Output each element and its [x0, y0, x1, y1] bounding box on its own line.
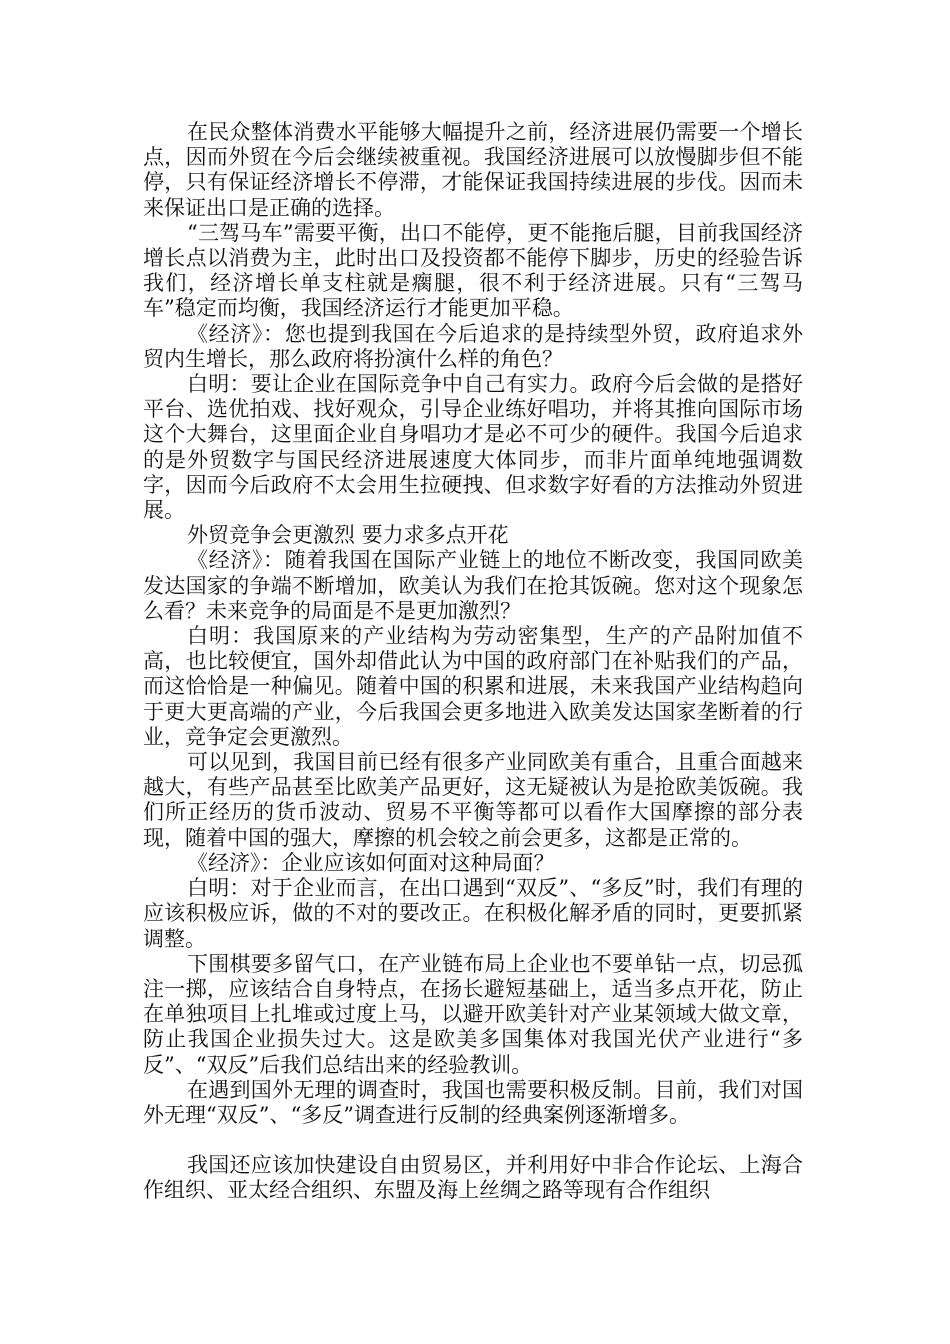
paragraph: 《经济》：随着我国在国际产业链上的地位不断改变，我国同欧美发达国家的争端不断增加，欧美认为我们在抢其饭碗。您对这个现象怎么看？未来竞争的局面是不是更加激烈？	[143, 548, 803, 623]
paragraph: 我国还应该加快建设自由贸易区，并利用好中非合作论坛、上海合作组织、亚太经合组织、东盟及海上丝绸之路等现有合作组织	[143, 1153, 803, 1203]
paragraph: 在民众整体消费水平能够大幅提升之前，经济进展仍需要一个增长点，因而外贸在今后会继续被重视。我国经济进展可以放慢脚步但不能停，只有保证经济增长不停滞，才能保证我国持续进展的步伐。因而未来保证出口是正确的选择。	[143, 120, 803, 220]
section-heading: 外贸竞争会更激烈 要力求多点开花	[187, 523, 509, 548]
paragraph: 白明：对于企业而言，在出口遇到“双反”、“多反”时，我们有理的应该积极应诉，做的不对的要改正。在积极化解矛盾的同时，更要抓紧调整。	[143, 876, 803, 951]
paragraph: 《经济》：您也提到我国在今后追求的是持续型外贸，政府追求外贸内生增长，那么政府将扮演什么样的角色？	[143, 321, 803, 371]
document-body	[143, 120, 803, 1204]
paragraph: 《经济》：企业应该如何面对这种局面？	[187, 850, 555, 875]
paragraph-spacer	[143, 1128, 803, 1153]
paragraph: 白明：要让企业在国际竞争中自己有实力。政府今后会做的是搭好平台、选优拍戏、找好观众，引导企业练好唱功，并将其推向国际市场这个大舞台，这里面企业自身唱功才是必不可少的硬件。我国今后追求的是外贸数字与国民经济进展速度大体同步，而非片面单纯地强调数字，因而今后政府不太会用生拉硬拽、但求数字好看的方法推动外贸进展。	[143, 372, 803, 523]
paragraph: “三驾马车”需要平衡，出口不能停，更不能拖后腿，目前我国经济增长点以消费为主，此时出口及投资都不能停下脚步，历史的经验告诉我们，经济增长单支柱就是瘸腿，很不利于经济进展。只有“三驾马车”稳定而均衡，我国经济运行才能更加平稳。	[143, 220, 803, 321]
paragraph: 白明：我国原来的产业结构为劳动密集型，生产的产品附加值不高，也比较便宜，国外却借此认为中国的政府部门在补贴我们的产品，而这恰恰是一种偏见。随着中国的积累和进展，未来我国产业结构趋向于更大更高端的产业，今后我国会更多地进入欧美发达国家垄断着的行业，竞争定会更激烈。	[143, 624, 803, 749]
paragraph: 可以见到，我国目前已经有很多产业同欧美有重合，且重合面越来越大，有些产品甚至比欧美产品更好，这无疑被认为是抢欧美饭碗。我们所正经历的货币波动、贸易不平衡等都可以看作大国摩擦的部分表现，随着中国的强大，摩擦的机会较之前会更多，这都是正常的。	[143, 750, 803, 850]
paragraph: 在遇到国外无理的调查时，我国也需要积极反制。目前，我们对国外无理“双反”、“多反”调查进行反制的经典案例逐渐增多。	[143, 1077, 803, 1127]
paragraph: 下围棋要多留气口，在产业链布局上企业也不要单钻一点，切忌孤注一掷，应该结合自身特点，在扬长避短基础上，适当多点开花，防止在单独项目上扎堆或过度上马，以避开欧美针对产业某领域大做文章，防止我国企业损失过大。这是欧美多国集体对我国光伏产业进行“多反”、“双反”后我们总结出来的经验教训。	[143, 951, 803, 1077]
